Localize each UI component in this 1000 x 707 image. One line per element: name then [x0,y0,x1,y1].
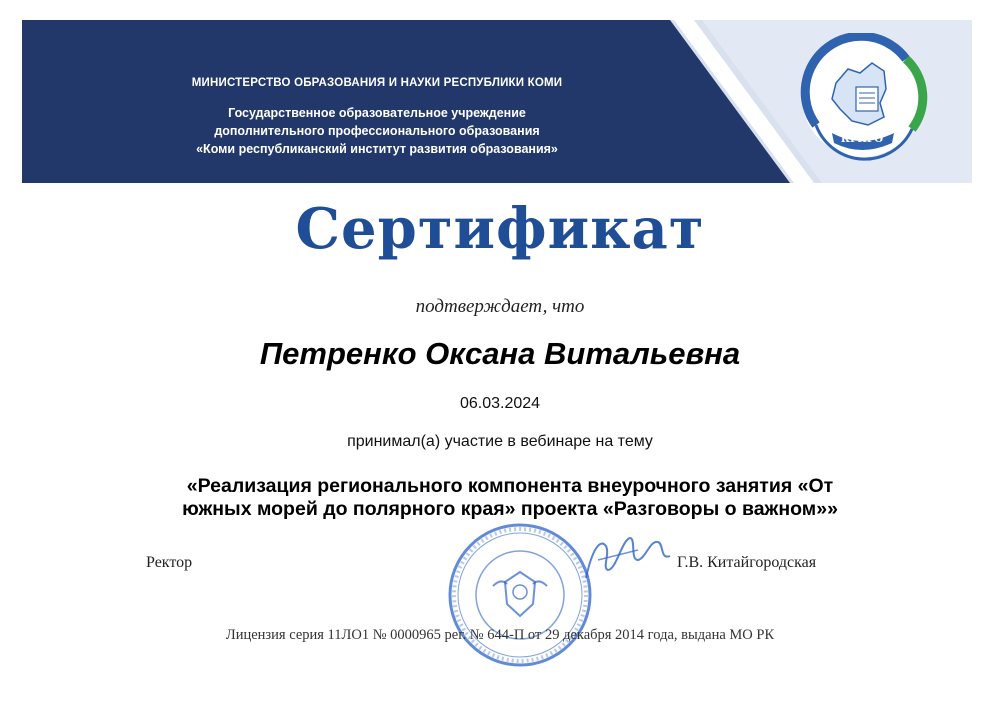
license-info: Лицензия серия 11ЛО1 № 0000965 рег. № 644-П от 29 декабря 2014 года, выдана МО РК [225,627,775,643]
kriro-logo [796,33,928,163]
institution-line-2: дополнительного профессионального образования [214,124,540,138]
confirms-text: подтверждает, что [415,296,585,317]
topic-line-2: южных морей до полярного края» проекта «Разговоры о важном»» [182,498,838,520]
certificate-title: Сертификат [295,196,705,262]
logo-text: КРИРО [840,134,884,145]
institution-line-3: «Коми республиканский институт развития образования» [196,142,558,156]
official-seal [445,520,595,670]
recipient-name: Петренко Оксана Витальевна [259,336,741,371]
institution-line-1: Государственное образовательное учреждение [228,106,526,120]
participation-text: принимал(а) участие в вебинаре на тему [347,433,653,450]
rector-label: Ректор [146,554,193,571]
webinar-topic [130,475,890,521]
ministry-name: МИНИСТЕРСТВО ОБРАЗОВАНИЯ И НАУКИ РЕСПУБЛИКИ КОМИ [191,77,563,89]
rector-signature [578,530,678,588]
topic-line-1: «Реализация регионального компонента внеурочного занятия «От [186,475,834,497]
rector-name: Г.В. Китайгородская [677,554,817,571]
event-date: 06.03.2024 [459,395,541,412]
